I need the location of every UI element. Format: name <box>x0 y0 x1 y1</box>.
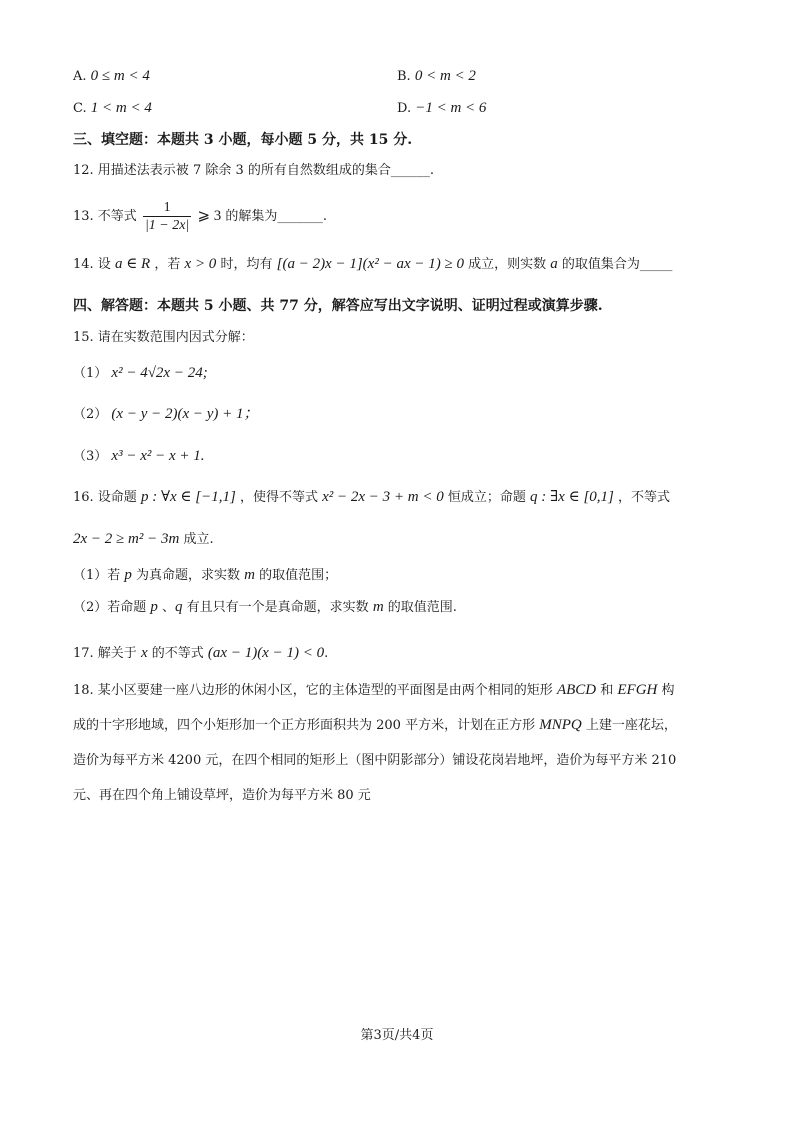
option-a-label: A. <box>73 69 87 84</box>
q13-suffix: 的解集为_______. <box>225 209 328 224</box>
q16-end: 成立. <box>183 532 214 547</box>
q15-part-2-expr: (x − y − 2)(x − y) + 1； <box>111 406 259 422</box>
q14-cond1: a ∈ R <box>114 256 151 272</box>
q14-suffix: 的取值集合为_____ <box>561 257 673 272</box>
q18-square: MNPQ <box>539 717 582 733</box>
q15-part-3 <box>73 446 205 467</box>
q16-sub2-d: 的取值范围. <box>383 600 457 615</box>
option-b-expr: 0 < m < 2 <box>414 68 476 84</box>
q14-mid1: ，若 <box>154 257 181 272</box>
option-b-label: B. <box>397 69 411 84</box>
q17-mid: 的不等式 <box>151 646 204 661</box>
option-a <box>73 66 150 87</box>
question-18-line-1 <box>73 680 675 701</box>
q18-line2b: 上建一座花坛， <box>581 718 677 733</box>
q18-line2a: 成的十字形地域，四个小矩形加一个正方形面积共为 200 平方米，计划在正方形 <box>73 718 540 733</box>
q18-rect2: EFGH <box>617 682 658 698</box>
page-footer: 第3页/共4页 <box>360 1028 434 1043</box>
question-14 <box>73 254 672 275</box>
q16-p: p : ∀x ∈ [−1,1] <box>140 489 236 505</box>
q14-prefix: 14. 设 <box>73 257 111 272</box>
q15-part-3-num: （3） <box>73 449 108 464</box>
option-d-expr: −1 < m < 6 <box>415 100 487 116</box>
q14-mid3: 成立，则实数 <box>468 257 547 272</box>
q13-numerator: 1 <box>143 200 191 217</box>
option-a-expr: 0 ≤ m < 4 <box>90 68 150 84</box>
q17-prefix: 17. 解关于 <box>73 646 137 661</box>
q16-ineq1: x² − 2x − 3 + m < 0 <box>322 489 444 505</box>
q15-part-2-num: （2） <box>73 407 108 422</box>
q16-sub1-c: 的取值范围； <box>255 568 338 583</box>
question-18-line-2 <box>73 715 677 736</box>
question-12: 12. 用描述法表示被 7 除余 3 的所有自然数组成的集合______. <box>73 163 435 178</box>
section-heading-solutions: 四、解答题：本题共 5 小题、共 77 分，解答应写出文字说明、证明过程或演算步骤. <box>73 298 603 314</box>
q16-sub2-b: 、 <box>157 600 176 615</box>
q18-line1b: 和 <box>596 683 618 698</box>
option-c-expr: 1 < m < 4 <box>90 100 152 116</box>
option-b <box>397 66 476 87</box>
q14-var: a <box>550 256 558 272</box>
question-18-line-4: 元、再在四个角上铺设草坪，造价为每平方米 80 元 <box>73 788 371 803</box>
option-d <box>397 98 486 119</box>
q16-sub1-v2: m <box>244 567 256 583</box>
q16-ineq2: 2x − 2 ≥ m² − 3m <box>73 531 180 547</box>
q16-sub2-a: （2）若命题 <box>73 600 151 615</box>
q13-relation: ⩾ 3 <box>197 208 222 224</box>
q16-q: q : ∃x ∈ [0,1] <box>530 489 614 505</box>
q15-part-2 <box>73 404 259 425</box>
q17-end: . <box>324 646 329 661</box>
q13-prefix: 13. 不等式 <box>73 209 137 224</box>
question-13 <box>73 198 327 235</box>
q16-mid2: 恒成立；命题 <box>447 490 526 505</box>
q14-mid2: 时，均有 <box>220 257 273 272</box>
q13-denominator: |1 − 2x| <box>144 217 190 233</box>
q16-sub2-v3: m <box>372 599 384 615</box>
q16-sub2-v2: q <box>175 599 183 615</box>
q16-sub1-b: 为真命题，求实数 <box>131 568 245 583</box>
question-17 <box>73 643 328 664</box>
q18-line1a: 18. 某小区要建一座八边形的休闲小区，它的主体造型的平面图是由两个相同的矩形 <box>73 683 557 698</box>
q18-line1c: 构 <box>657 683 675 698</box>
q16-sub1-v1: p <box>124 567 132 583</box>
q14-inequality: [(a − 2)x − 1](x² − ax − 1) ≥ 0 <box>276 256 464 272</box>
q17-expr: (ax − 1)(x − 1) < 0 <box>207 645 325 661</box>
q16-line-2 <box>73 529 214 550</box>
option-c <box>73 98 152 119</box>
option-c-label: C. <box>73 101 87 116</box>
q15-part-1 <box>73 363 208 384</box>
q15-part-1-expr: x² − 4√2x − 24; <box>111 365 208 381</box>
q16-prefix: 16. 设命题 <box>73 490 137 505</box>
q16-sub-2 <box>73 597 457 618</box>
q18-rect1: ABCD <box>556 682 597 698</box>
section-heading-fill-in: 三、填空题：本题共 3 小题，每小题 5 分，共 15 分. <box>73 132 413 148</box>
q16-sub1-a: （1）若 <box>73 568 125 583</box>
q16-mid3: ，不等式 <box>618 490 671 505</box>
q14-cond2: x > 0 <box>184 256 217 272</box>
q17-var: x <box>140 645 148 661</box>
q16-sub-1 <box>73 565 337 586</box>
q16-mid1: ，使得不等式 <box>239 490 318 505</box>
question-16 <box>73 487 670 508</box>
question-18-line-3: 造价为每平方米 4200 元，在四个相同的矩形上（图中阴影部分）铺设花岗岩地坪，造价为每平方米 210 <box>73 753 677 768</box>
q16-sub2-v1: p <box>150 599 158 615</box>
q15-part-1-num: （1） <box>73 366 108 381</box>
question-15: 15. 请在实数范围内因式分解： <box>73 330 254 345</box>
option-d-label: D. <box>397 101 412 116</box>
q15-part-3-expr: x³ − x² − x + 1. <box>111 448 205 464</box>
q13-fraction <box>143 200 191 234</box>
q16-sub2-c: 有且只有一个是真命题，求实数 <box>182 600 373 615</box>
